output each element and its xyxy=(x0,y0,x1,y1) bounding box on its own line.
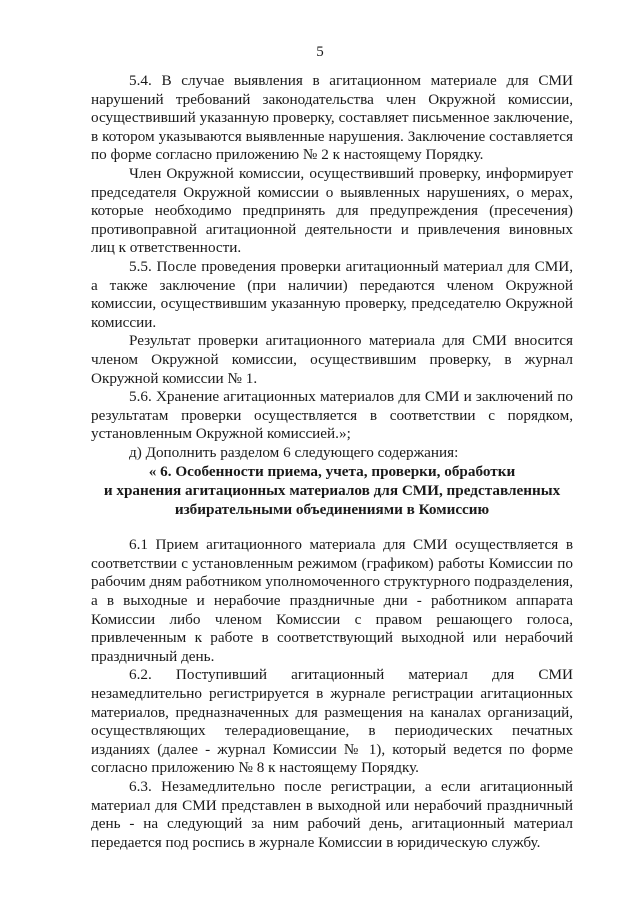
document-body xyxy=(91,72,573,852)
paragraph-5-5: 5.5. После проведения проверки агитационный материал для СМИ, а также заключение (при наличии) передаются членом Окружной комиссии, осуществившим указанную проверку, председателю Окружной комиссии. xyxy=(91,257,573,331)
heading-line-2: и хранения агитационных материалов для СМИ, представленных xyxy=(103,482,561,500)
paragraph-6-3: 6.3. Незамедлительно после регистрации, а если агитационный материал для СМИ представлен в выходной или нерабочий праздничный день - на следующий за ним рабочий день, агитационный материал передается под роспись в журнале Комиссии в юридическую службу. xyxy=(91,777,573,851)
paragraph-amendment-d: д) Дополнить разделом 6 следующего содержания: xyxy=(129,443,459,461)
heading-line-1: « 6. Особенности приема, учета, проверки, обработки xyxy=(148,463,516,481)
paragraph-inform-chairman: Член Окружной комиссии, осуществивший проверку, информирует председателя Окружной комиссии о выявленных нарушениях, о мерах, которые необходимо предпринять для предупреждения (пресечения) противоправной агитационной деятельности и привлечения виновных лиц к ответственности. xyxy=(91,164,573,257)
paragraph-5-6: 5.6. Хранение агитационных материалов для СМИ и заключений по результатам проверки осуществляется в соответствии с порядком, установленным Окружной комиссией.»; xyxy=(91,388,573,443)
paragraph-5-4: 5.4. В случае выявления в агитационном материале для СМИ нарушений требований законодательства член Окружной комиссии, осуществивший указанную проверку, составляет письменное заключение, в котором указываются выявленные нарушения. Заключение составляется по форме согласно приложению № 2 к настоящему Порядку. xyxy=(91,72,573,164)
paragraph-check-result: Результат проверки агитационного материала для СМИ вносится членом Окружной комиссии, осуществившим проверку, в журнал Окружной комиссии № 1. xyxy=(91,332,573,387)
page-number: 5 xyxy=(316,44,324,60)
section-6-heading xyxy=(91,463,573,519)
heading-line-3: избирательными объединениями в Комиссию xyxy=(174,500,490,518)
paragraph-6-2: 6.2. Поступивший агитационный материал для СМИ незамедлительно регистрируется в журнале регистрации агитационных материалов, предназначенных для размещения на каналах организаций, осуществляющих телерадиовещание, в периодических печатных изданиях (далее - журнал Комиссии № 1), который ведется по форме согласно приложению № 8 к настоящему Порядку. xyxy=(91,666,573,777)
heading-spacer xyxy=(91,519,573,536)
paragraph-6-1: 6.1 Прием агитационного материала для СМИ осуществляется в соответствии с установленным режимом (графиком) работы Комиссии по рабочим дням работником уполномоченного структурного подразделения, а в выходные и нерабочие праздничные дни - работником аппарата Комиссии либо членом Комиссии с правом решающего голоса, привлеченным к работе в соответствующий выходной или нерабочий праздничный день. xyxy=(91,536,573,665)
